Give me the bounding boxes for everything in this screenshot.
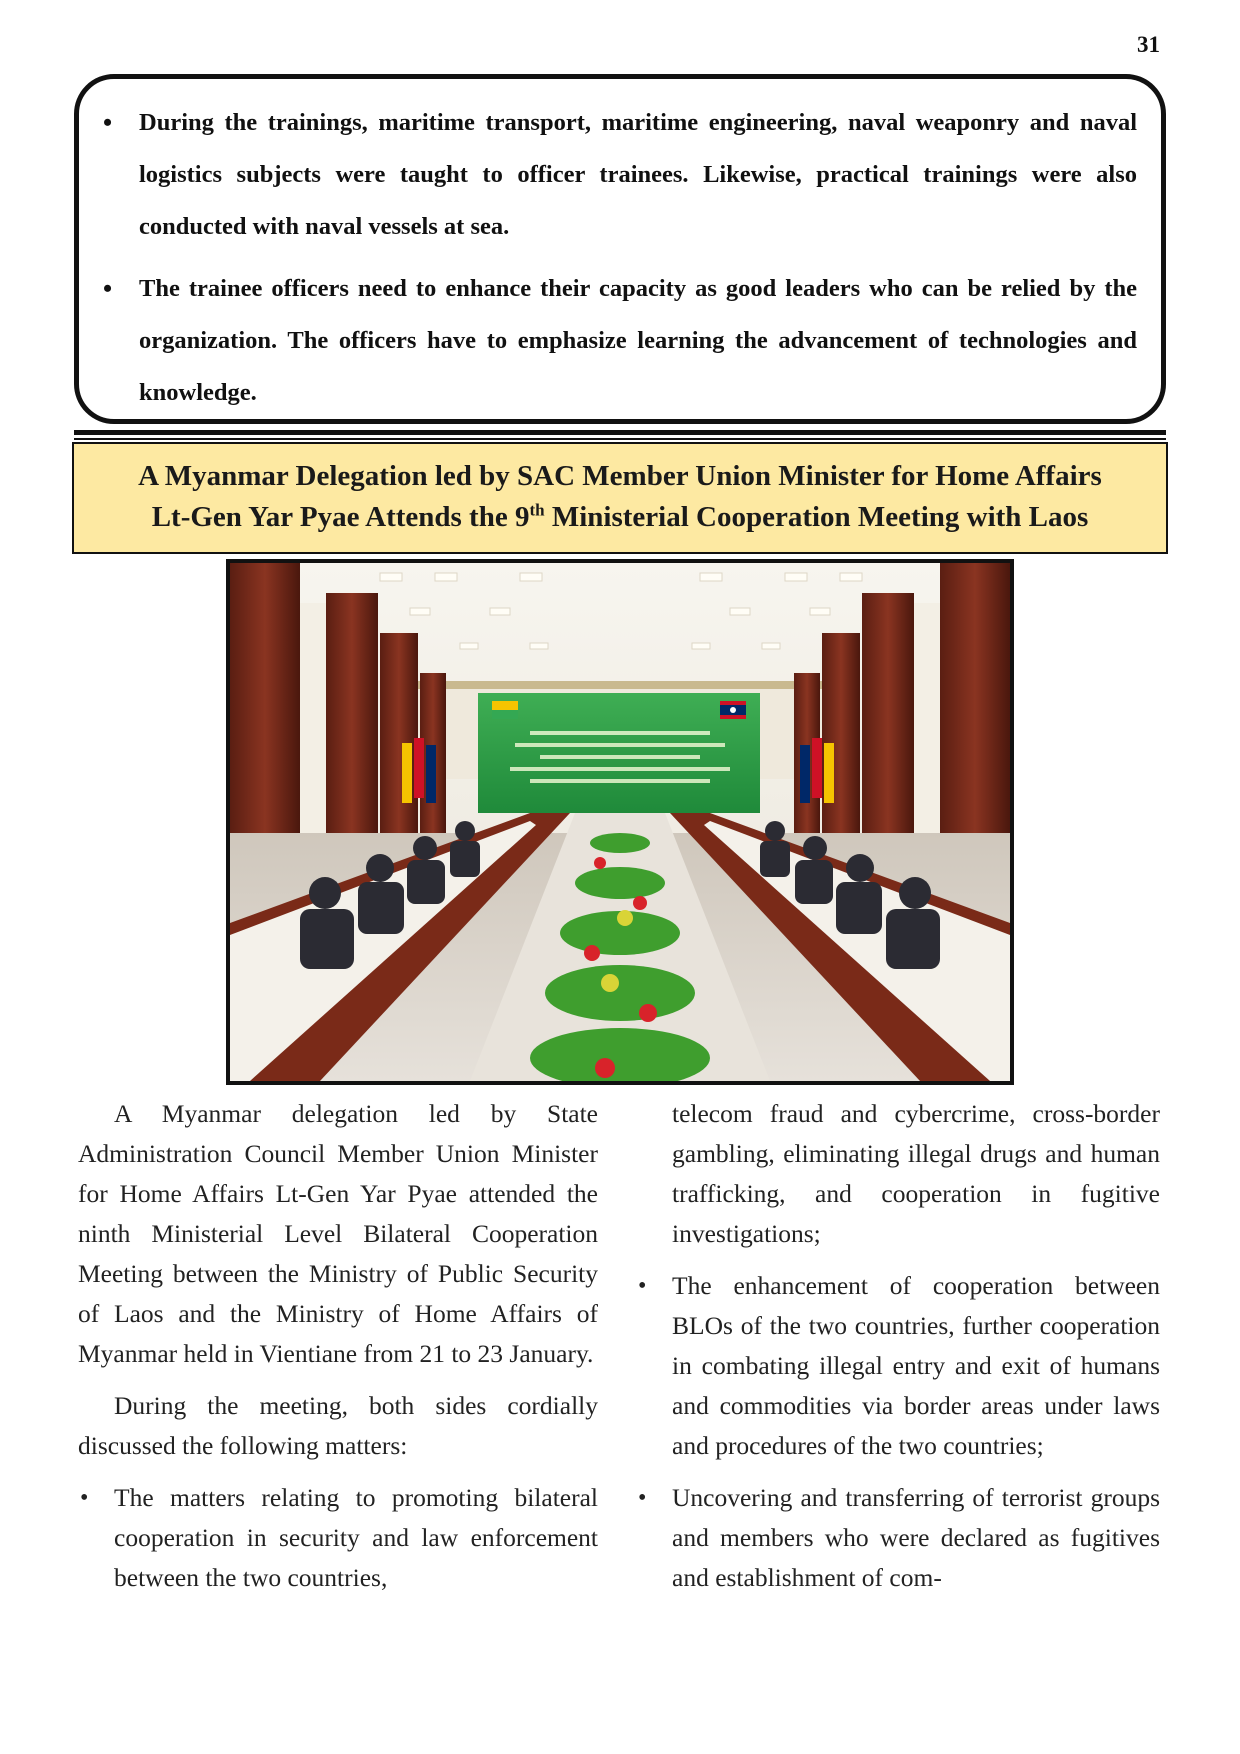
article-column-left <box>78 1094 598 1610</box>
article-bullet: • The enhancement of cooperation between BLOs of the two countries, further cooperation in combating illegal entry and exit of humans and commodities via border areas under laws and procedures of the two countries; <box>636 1266 1160 1466</box>
headline-line-2-start: Lt-Gen Yar Pyae Attends the 9 <box>151 501 530 533</box>
highlight-bullet: • The trainee officers need to enhance their capacity as good leaders who can be relied by the organization. The officers have to emphasize learning the advancement of technologies and knowledge. <box>103 263 1137 419</box>
bullet-continuation: telecom fraud and cybercrime, cross-border gambling, eliminating illegal drugs and human trafficking, and cooperation in fugitive investigations; <box>672 1099 1160 1248</box>
highlight-bullet-list <box>103 97 1137 419</box>
section-divider <box>74 430 1166 435</box>
section-divider-thin <box>74 438 1166 440</box>
meeting-photo <box>226 559 1014 1085</box>
highlight-bullet: • During the trainings, maritime transport, maritime engineering, naval weaponry and naval logistics subjects were taught to officer trainees. Likewise, practical trainings were also conducted with naval vessels at sea. <box>103 97 1137 253</box>
article-bullet-list <box>636 1266 1160 1598</box>
meeting-room-illustration <box>230 563 1010 1081</box>
article-column-right <box>636 1094 1160 1610</box>
article-paragraph: A Myanmar delegation led by State Administration Council Member Union Minister for Home Affairs Lt-Gen Yar Pyae attended the ninth Ministerial Level Bilateral Cooperation Meeting between the Ministry of Public Security of Laos and the Ministry of Home Affairs of Myanmar held in Vientiane from 21 to 23 January. <box>78 1099 598 1368</box>
headline-line-1: A Myanmar Delegation led by SAC Member Union Minister for Home Affairs <box>138 460 1102 492</box>
ordinal-suffix: th <box>529 500 545 520</box>
page-number: 31 <box>1137 32 1160 57</box>
article-paragraph: During the meeting, both sides cordially discussed the following matters: <box>78 1391 598 1460</box>
highlight-box <box>74 74 1166 424</box>
article-bullet-list <box>78 1478 598 1598</box>
headline-line-2-end: Ministerial Cooperation Meeting with Laos <box>544 501 1089 533</box>
headline-line-2 <box>74 497 1166 538</box>
article-bullet: • The matters relating to promoting bilateral cooperation in security and law enforcement between the two countries, <box>78 1478 598 1598</box>
article-headline <box>72 442 1168 554</box>
article-bullet: • Uncovering and transferring of terrorist groups and members who were declared as fugitives and establishment of com- <box>636 1478 1160 1598</box>
